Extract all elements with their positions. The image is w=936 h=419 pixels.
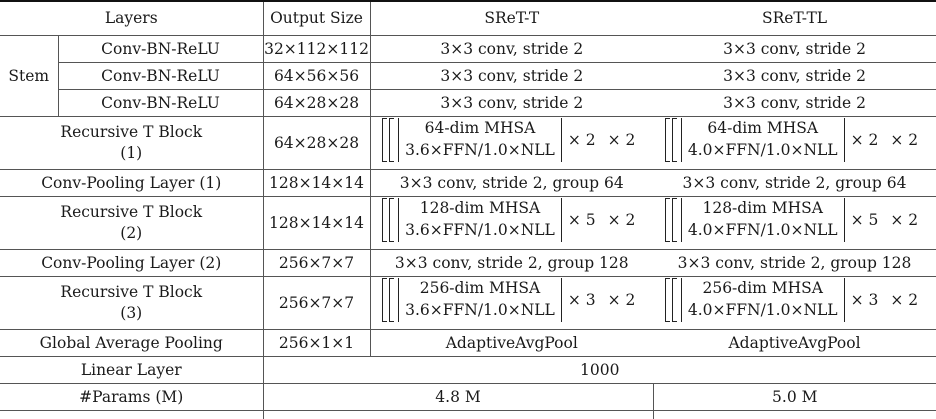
block-label — [0, 197, 263, 250]
bracket-outer — [382, 198, 387, 242]
block-mhsa: 64-dim MHSA — [688, 118, 838, 140]
params-t: 4.8 M — [263, 384, 653, 411]
outer-multiplier: × 2 — [890, 290, 918, 311]
block-t — [370, 117, 653, 170]
inner-multiplier: × 3 — [851, 290, 879, 311]
stem-size: 64×56×56 — [263, 63, 370, 90]
block-ffn: 4.0×FFN/1.0×NLL — [688, 220, 838, 242]
outer-multiplier: × 2 — [890, 210, 918, 231]
outer-multiplier: × 2 — [608, 210, 636, 231]
cutoff-cell — [0, 411, 263, 419]
pool-t: 3×3 conv, stride 2, group 64 — [370, 170, 653, 197]
header-sret-t: SReT-T — [370, 1, 653, 36]
gap-size: 256×1×1 — [263, 330, 370, 357]
block-row — [0, 117, 936, 170]
header-row — [0, 1, 936, 36]
block-row — [0, 197, 936, 250]
stem-layer: Conv-BN-ReLU — [58, 63, 263, 90]
cutoff-cell — [653, 411, 936, 419]
bracket-inner — [672, 118, 677, 162]
stem-layer: Conv-BN-ReLU — [58, 36, 263, 63]
header-sret-tl: SReT-TL — [653, 1, 936, 36]
block-size: 64×28×28 — [263, 117, 370, 170]
stem-tl: 3×3 conv, stride 2 — [653, 63, 936, 90]
pool-size: 128×14×14 — [263, 170, 370, 197]
stem-size: 32×112×112 — [263, 36, 370, 63]
outer-multiplier: × 2 — [608, 130, 636, 151]
pool-layer: Conv-Pooling Layer (1) — [0, 170, 263, 197]
block-row — [0, 277, 936, 330]
pool-row — [0, 170, 936, 197]
pool-tl: 3×3 conv, stride 2, group 128 — [653, 250, 936, 277]
block-t — [370, 197, 653, 250]
stem-row — [0, 36, 936, 63]
block-spec-box — [681, 278, 845, 321]
block-index: (2) — [0, 223, 263, 244]
stem-t: 3×3 conv, stride 2 — [370, 36, 653, 63]
inner-multiplier: × 5 — [851, 210, 879, 231]
bracket-outer — [382, 118, 387, 162]
stem-layer: Conv-BN-ReLU — [58, 90, 263, 117]
gap-t: AdaptiveAvgPool — [370, 330, 653, 357]
block-ffn: 3.6×FFN/1.0×NLL — [405, 140, 555, 162]
bracket-outer — [665, 118, 670, 162]
params-row — [0, 384, 936, 411]
bracket-outer — [665, 198, 670, 242]
block-name: Recursive T Block — [0, 122, 263, 143]
gap-layer: Global Average Pooling — [0, 330, 263, 357]
block-label — [0, 117, 263, 170]
stem-tl: 3×3 conv, stride 2 — [653, 36, 936, 63]
block-tl — [653, 117, 936, 170]
pool-layer: Conv-Pooling Layer (2) — [0, 250, 263, 277]
stem-tl: 3×3 conv, stride 2 — [653, 90, 936, 117]
block-tl — [653, 197, 936, 250]
stem-row — [0, 90, 936, 117]
bracket-inner — [672, 198, 677, 242]
pool-tl: 3×3 conv, stride 2, group 64 — [653, 170, 936, 197]
block-index: (1) — [0, 143, 263, 164]
stem-row — [0, 63, 936, 90]
cutoff-cell — [263, 411, 653, 419]
block-spec-box — [681, 198, 845, 241]
block-spec-box — [398, 118, 562, 161]
cutoff-row — [0, 411, 936, 419]
block-mhsa: 128-dim MHSA — [405, 198, 555, 220]
block-size: 256×7×7 — [263, 277, 370, 330]
block-index: (3) — [0, 303, 263, 324]
inner-multiplier: × 3 — [568, 290, 596, 311]
block-name: Recursive T Block — [0, 282, 263, 303]
bracket-outer — [665, 278, 670, 322]
header-output-size: Output Size — [263, 1, 370, 36]
pool-size: 256×7×7 — [263, 250, 370, 277]
block-spec-box — [681, 118, 845, 161]
block-tl — [653, 277, 936, 330]
bracket-inner — [389, 118, 394, 162]
stem-size: 64×28×28 — [263, 90, 370, 117]
gap-tl: AdaptiveAvgPool — [653, 330, 936, 357]
pool-t: 3×3 conv, stride 2, group 128 — [370, 250, 653, 277]
header-layers: Layers — [0, 1, 263, 36]
block-mhsa: 64-dim MHSA — [405, 118, 555, 140]
block-mhsa: 256-dim MHSA — [688, 278, 838, 300]
block-ffn: 3.6×FFN/1.0×NLL — [405, 220, 555, 242]
linear-row — [0, 357, 936, 384]
outer-multiplier: × 2 — [890, 130, 918, 151]
inner-multiplier: × 2 — [851, 130, 879, 151]
block-label — [0, 277, 263, 330]
stem-t: 3×3 conv, stride 2 — [370, 63, 653, 90]
pool-row — [0, 250, 936, 277]
outer-multiplier: × 2 — [608, 290, 636, 311]
block-spec-box — [398, 278, 562, 321]
params-tl: 5.0 M — [653, 384, 936, 411]
block-name: Recursive T Block — [0, 202, 263, 223]
params-layer: #Params (M) — [0, 384, 263, 411]
block-mhsa: 128-dim MHSA — [688, 198, 838, 220]
gap-row — [0, 330, 936, 357]
linear-layer: Linear Layer — [0, 357, 263, 384]
inner-multiplier: × 5 — [568, 210, 596, 231]
bracket-outer — [382, 278, 387, 322]
block-spec-box — [398, 198, 562, 241]
stem-label: Stem — [0, 36, 58, 117]
linear-value: 1000 — [263, 357, 936, 384]
stem-t: 3×3 conv, stride 2 — [370, 90, 653, 117]
bracket-inner — [672, 278, 677, 322]
bracket-inner — [389, 198, 394, 242]
inner-multiplier: × 2 — [568, 130, 596, 151]
block-ffn: 3.6×FFN/1.0×NLL — [405, 300, 555, 322]
block-size: 128×14×14 — [263, 197, 370, 250]
block-mhsa: 256-dim MHSA — [405, 278, 555, 300]
block-ffn: 4.0×FFN/1.0×NLL — [688, 140, 838, 162]
bracket-inner — [389, 278, 394, 322]
block-t — [370, 277, 653, 330]
block-ffn: 4.0×FFN/1.0×NLL — [688, 300, 838, 322]
